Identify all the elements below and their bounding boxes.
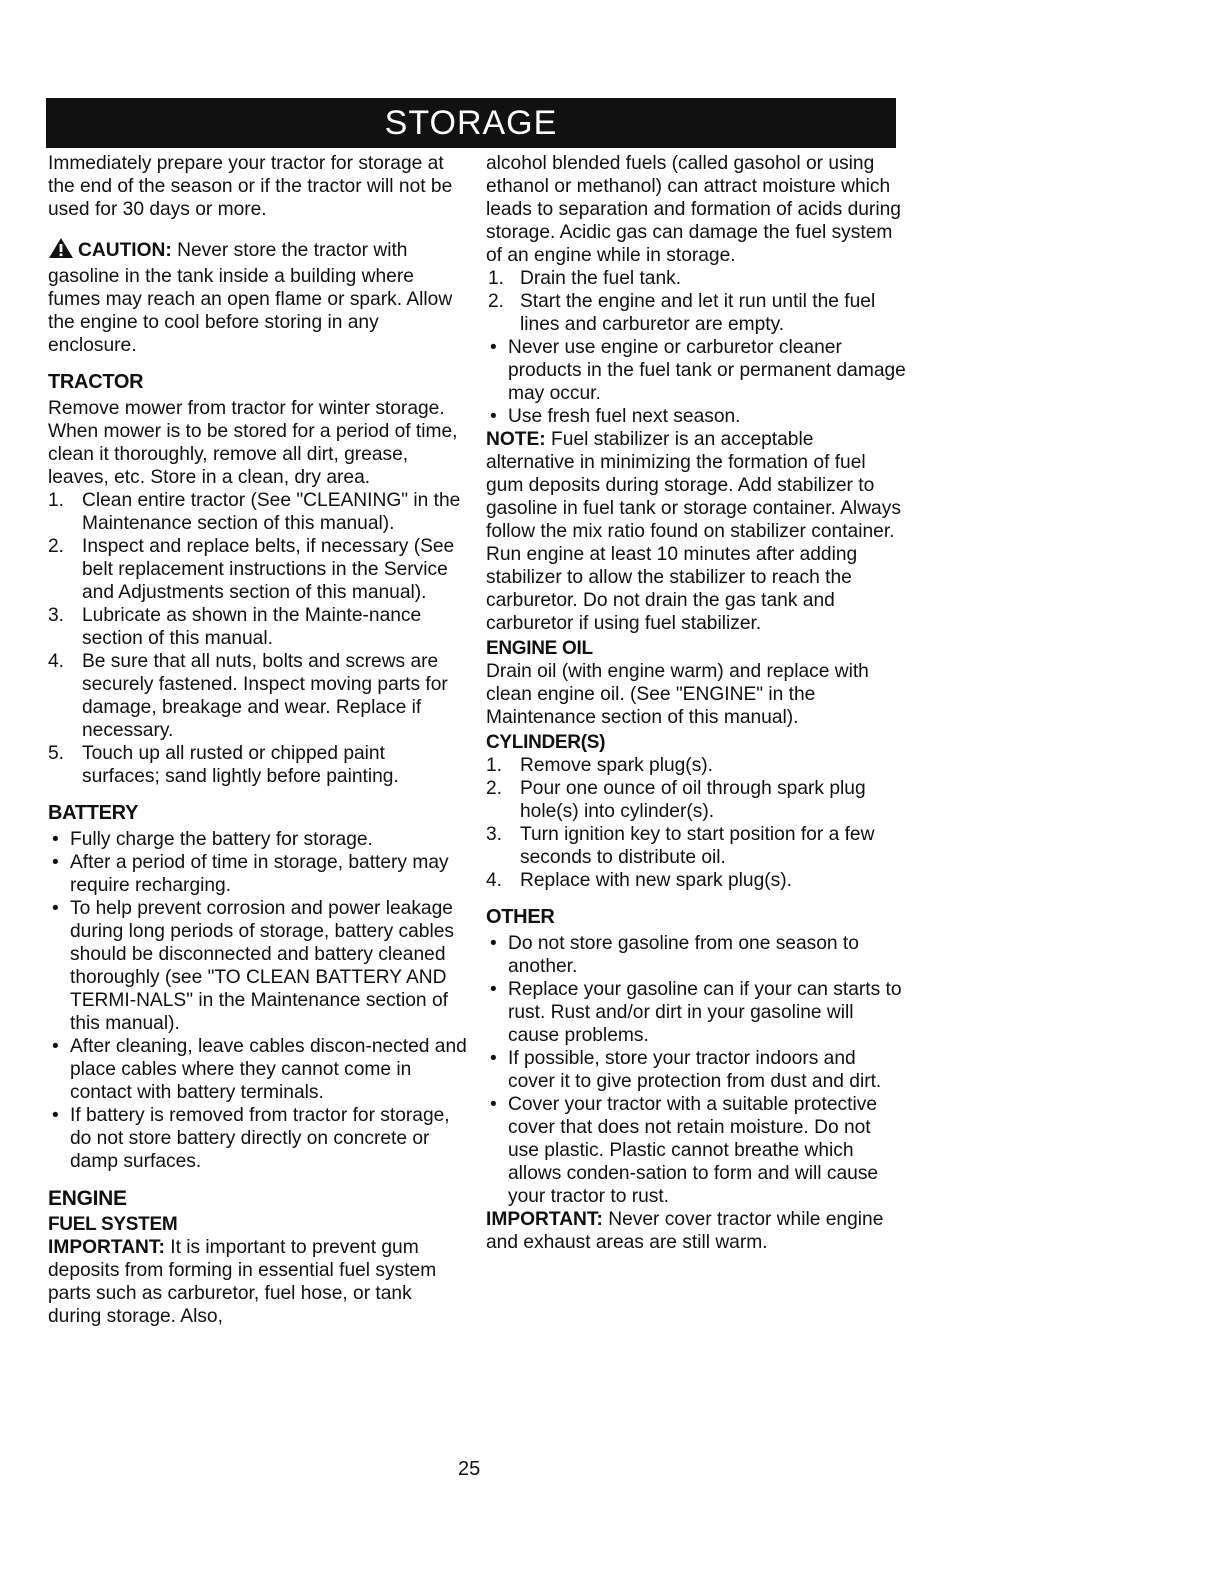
list-item: 1. Clean entire tractor (See "CLEANING" in the Maintenance section of this manual). (48, 490, 461, 534)
list-item: • To help prevent corrosion and power leakage during long periods of storage, battery cables should be disconnected and battery cleaned thoroughly (see "TO CLEAN BATTERY AND TERMI-NALS" in the Maintenance section of this manual). (52, 898, 454, 1034)
list-item: 4. Be sure that all nuts, bolts and screws are securely fastened. Inspect moving parts for damage, breakage and wear. Replace if necessary. (48, 651, 448, 741)
other-heading: OTHER (486, 906, 555, 928)
important-label: IMPORTANT: (48, 1237, 165, 1258)
list-item: 2. Pour one ounce of oil through spark plug hole(s) into cylinder(s). (486, 778, 866, 822)
list-item: 2. Start the engine and let it run until the fuel lines and carburetor are empty. (488, 291, 876, 335)
note-paragraph (486, 428, 906, 635)
other-important-paragraph (486, 1208, 906, 1254)
important-text: Never cover tractor while engine and exhaust areas are still warm. (486, 1209, 884, 1253)
fuel-steps-list (488, 267, 906, 336)
warning-triangle-icon (48, 237, 74, 265)
list-item: 5. Touch up all rusted or chipped paint surfaces; sand lightly before painting. (48, 743, 399, 787)
caution-text: Never store the tractor with gasoline in the tank inside a building where fumes may reach an open flame or spark. Allow the engine to cool before storing in any enclosure. (48, 240, 453, 356)
caution-label: CAUTION: (78, 240, 172, 261)
engine-oil-heading: ENGINE OIL (486, 638, 593, 659)
other-list (486, 932, 906, 1208)
tractor-paragraph: Remove mower from tractor for winter storage. When mower is to be stored for a period of time, clean it thoroughly, remove all dirt, grease, leaves, etc. Store in a clean, dry area. (48, 398, 458, 488)
intro-paragraph: Immediately prepare your tractor for storage at the end of the season or if the tractor will not be used for 30 days or more. (48, 153, 453, 220)
list-item: • After a period of time in storage, battery may require recharging. (52, 852, 449, 896)
list-item: • If possible, store your tractor indoors and cover it to give protection from dust and dirt. (490, 1048, 882, 1092)
note-label: NOTE: (486, 429, 546, 450)
important-label: IMPORTANT: (486, 1209, 603, 1230)
list-item: • Cover your tractor with a suitable protective cover that does not retain moisture. Do not use plastic. Plastic cannot breathe which allows conden-sation to form and will cause your tractor to rust. (490, 1094, 879, 1207)
battery-heading: BATTERY (48, 802, 139, 824)
section-banner (46, 98, 896, 148)
fuel-important-paragraph (48, 1236, 468, 1328)
list-item: • Never use engine or carburetor cleaner products in the fuel tank or permanent damage may occur. (490, 337, 906, 404)
tractor-list (48, 489, 468, 788)
list-item: • Replace your gasoline can if your can starts to rust. Rust and/or dirt in your gasoline will cause problems. (490, 979, 902, 1046)
list-item: 3. Lubricate as shown in the Mainte-nance section of this manual. (48, 605, 422, 649)
fuel-continued-paragraph: alcohol blended fuels (called gasohol or using ethanol or methanol) can attract moisture which leads to separation and formation of acids during storage. Acidic gas can damage the fuel system of an engine while in storage. (486, 153, 901, 266)
right-column (486, 152, 906, 1254)
left-column (48, 152, 468, 1328)
important-text: It is important to prevent gum deposits from forming in essential fuel system parts such as carburetor, fuel hose, or tank during storage. Also, (48, 1237, 437, 1327)
list-item: 3. Turn ignition key to start position for a few seconds to distribute oil. (486, 824, 875, 868)
list-item: 4. Replace with new spark plug(s). (486, 870, 792, 891)
list-item: 2. Inspect and replace belts, if necessary (See belt replacement instructions in the Service and Adjustments section of this manual). (48, 536, 455, 603)
list-item: 1. Remove spark plug(s). (486, 755, 714, 776)
list-item: • If battery is removed from tractor for storage, do not store battery directly on concrete or damp surfaces. (52, 1105, 450, 1172)
list-item: • Use fresh fuel next season. (490, 406, 741, 427)
list-item: • After cleaning, leave cables discon-nected and place cables where they cannot come in contact with battery terminals. (52, 1036, 467, 1103)
note-text: Fuel stabilizer is an acceptable alternative in minimizing the formation of fuel gum deposits during storage. Add stabilizer to gasoline in fuel tank or storage container. Always follow the mix ratio found on stabilizer container. Run engine at least 10 minutes after adding stabilizer to allow the stabilizer to reach the carburetor. Do not drain the gas tank and carburetor if using fuel stabilizer. (486, 429, 901, 634)
engine-oil-paragraph: Drain oil (with engine warm) and replace with clean engine oil. (See "ENGINE" in the Maintenance section of this manual). (486, 661, 869, 728)
engine-heading: ENGINE (48, 1187, 127, 1210)
fuel-bullets-list (486, 336, 906, 428)
tractor-heading: TRACTOR (48, 371, 144, 393)
battery-list (48, 828, 468, 1173)
caution-paragraph (48, 237, 468, 357)
list-item: • Do not store gasoline from one season to another. (490, 933, 859, 977)
list-item: • Fully charge the battery for storage. (52, 829, 373, 850)
page-number: 25 (458, 1458, 481, 1480)
cylinders-heading: CYLINDER(S) (486, 732, 606, 753)
cylinder-list (486, 754, 906, 892)
fuel-system-heading: FUEL SYSTEM (48, 1214, 178, 1235)
page-title: STORAGE (384, 104, 558, 142)
list-item: 1. Drain the fuel tank. (488, 268, 682, 289)
